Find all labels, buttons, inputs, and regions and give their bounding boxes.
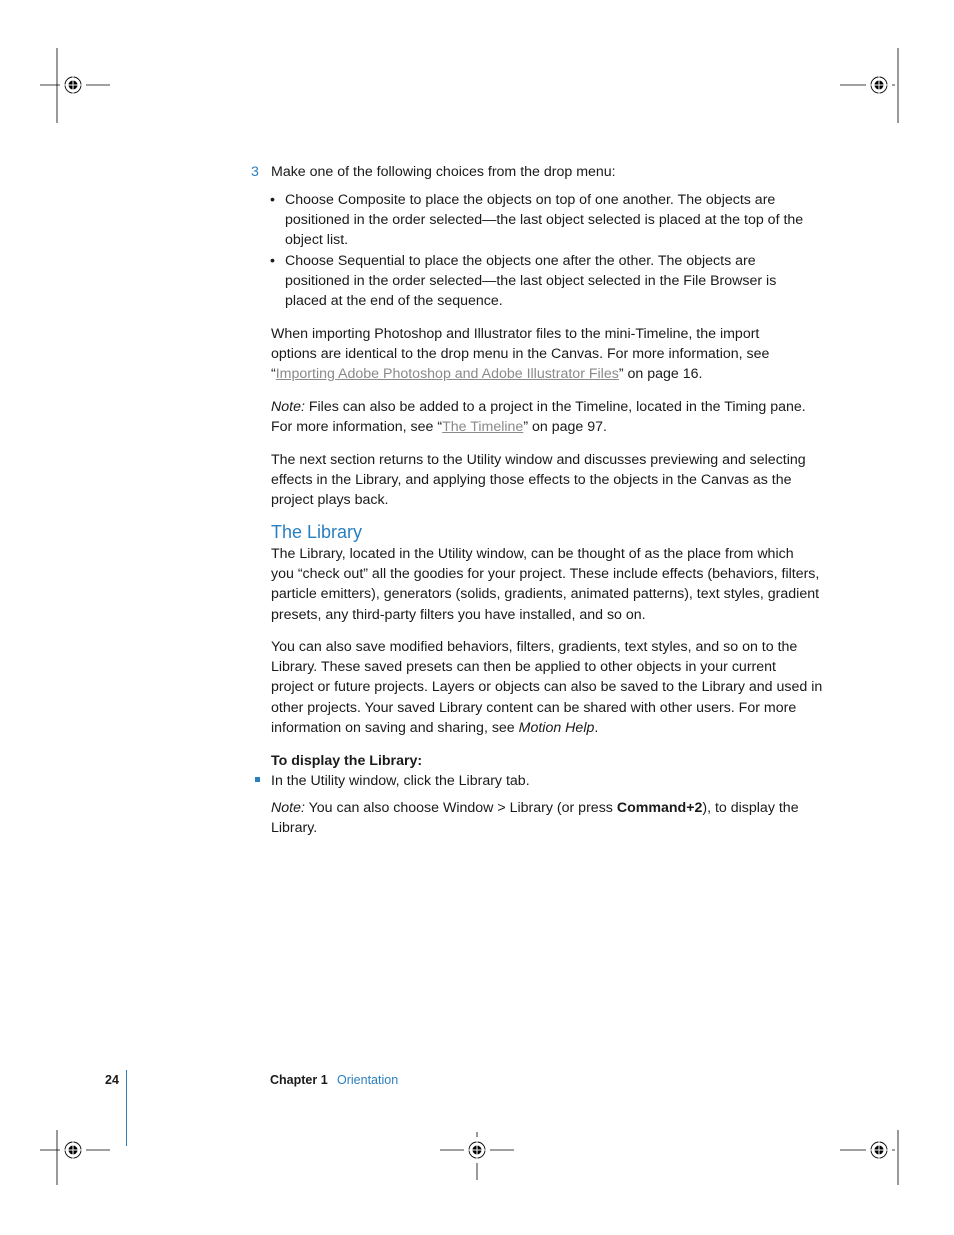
next-section-paragraph: The next section returns to the Utility window and discusses previewing and selecting effects in the Library, and applying those effects to the objects in the Canvas as the project plays back. xyxy=(271,452,806,509)
registration-mark-icon xyxy=(840,1130,915,1190)
bullet-icon: • xyxy=(270,192,275,208)
note-label: Note: xyxy=(271,800,305,816)
bullet-item-sequential: Choose Sequential to place the objects one after the other. The objects are positioned in the order selected—the last object selected in the File Browser is placed at the end of the sequence. xyxy=(285,253,777,310)
import-paragraph: When importing Photoshop and Illustrator files to the mini-Timeline, the import options are identical to the drop menu in the Canvas. For more information, see “Importing Adobe Photoshop and Adobe Illustrator Files” on page 16. xyxy=(271,326,770,383)
step-text: Make one of the following choices from the drop menu: xyxy=(271,164,616,180)
registration-mark-icon xyxy=(40,1130,115,1190)
page-number: 24 xyxy=(105,1073,119,1087)
task-bullet-icon xyxy=(255,777,260,782)
step-number: 3 xyxy=(251,164,259,180)
task-step: In the Utility window, click the Library tab. xyxy=(271,773,530,789)
registration-mark-icon xyxy=(440,1130,515,1190)
note-shortcut: Note: You can also choose Window > Library (or press Command+2), to display the Library. xyxy=(271,800,799,837)
registration-mark-icon xyxy=(40,48,115,123)
note-timeline: Note: Files can also be added to a project in the Timeline, located in the Timing pane. For more information, see “The Timeline” on page 97. xyxy=(271,399,806,436)
task-heading: To display the Library: xyxy=(271,753,423,769)
note-label: Note: xyxy=(271,399,305,415)
section-heading: The Library xyxy=(271,522,363,542)
chapter-label: Chapter 1 xyxy=(270,1073,328,1087)
bullet-icon: • xyxy=(270,253,275,269)
footer-rule xyxy=(126,1070,127,1146)
save-paragraph: You can also save modified behaviors, filters, gradients, text styles, and so on to the Library. These saved presets can then be applied to other objects in your current project or future projects. Layers or objects can also be saved to the Library and used in other projects. Your saved Library content can be shared with other users. For more information on saving and sharing, see Motion Help. xyxy=(271,639,823,736)
link-importing-photoshop-illustrator[interactable]: Importing Adobe Photoshop and Adobe Illustrator Files xyxy=(275,366,619,383)
library-paragraph: The Library, located in the Utility window, can be thought of as the place from which you “check out” all the goodies for your project. These include effects (behaviors, filters, particle emitters), generators (solids, gradients, animated patterns), text styles, gradient presets, any third-party filters you have installed, and so on. xyxy=(271,546,820,623)
bullet-item-composite: Choose Composite to place the objects on top of one another. The objects are positioned in the order selected—the last object selected is placed at the top of the object list. xyxy=(285,192,804,249)
registration-mark-icon xyxy=(840,48,915,123)
chapter-title: Orientation xyxy=(337,1073,399,1087)
link-the-timeline[interactable]: The Timeline xyxy=(442,419,524,436)
